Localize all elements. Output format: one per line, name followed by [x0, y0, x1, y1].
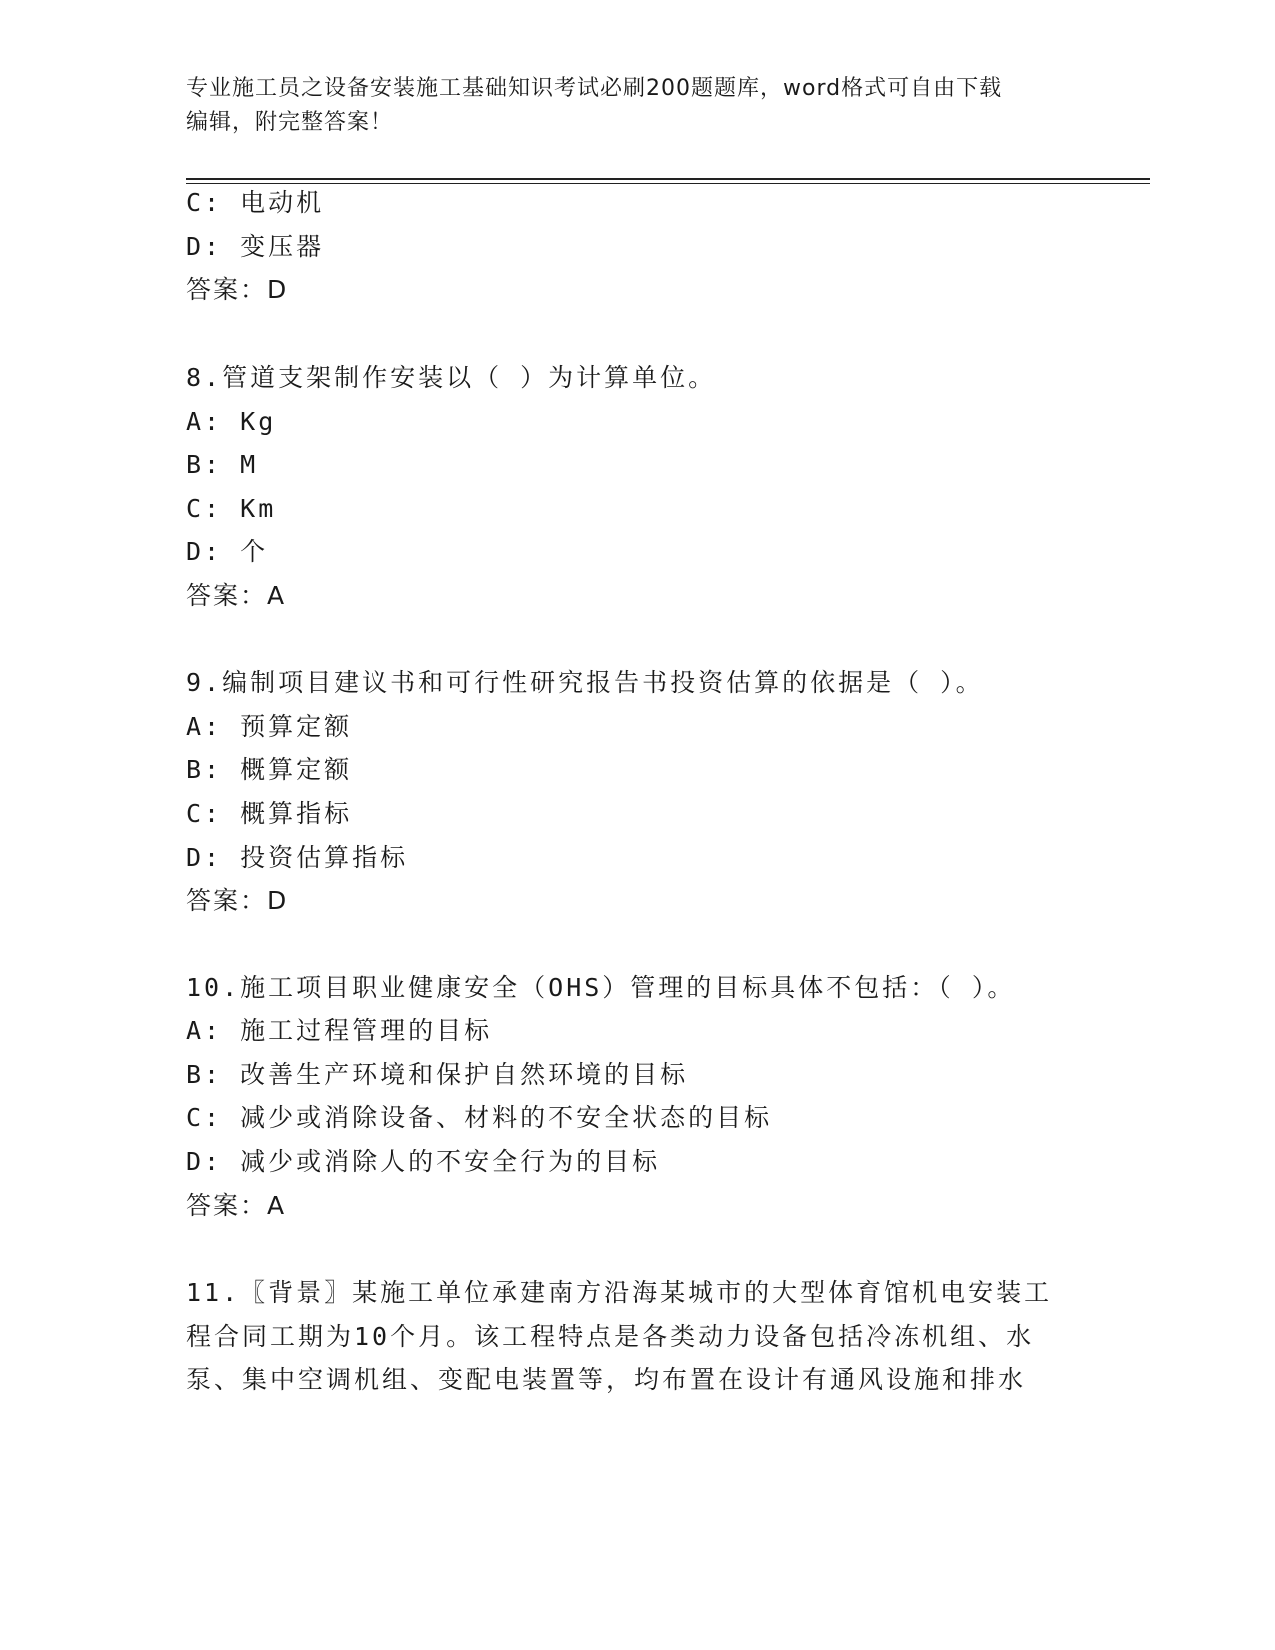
q10-option-c: C: 减少或消除设备、材料的不安全状态的目标 [186, 1103, 773, 1132]
q9-option-b: B: 概算定额 [186, 755, 353, 784]
q9-option-d: D: 投资估算指标 [186, 843, 409, 872]
q8-option-b: B: M [186, 450, 259, 479]
q7-option-d: D: 变压器 [186, 232, 325, 261]
q7-option-c: C: 电动机 [186, 188, 325, 217]
q7-answer: 答案：D [186, 275, 289, 304]
q11-text-line-2: 程合同工期为10个月。该工程特点是各类动力设备包括冷冻机组、水 [186, 1322, 1035, 1351]
q8-option-d: D: 个 [186, 537, 269, 566]
q8-option-c: C: Km [186, 494, 277, 523]
document-header [186, 72, 1086, 140]
header-divider-thin [186, 183, 1150, 184]
header-title-line-2: 编辑，附完整答案！ [186, 110, 394, 135]
q9-option-a: A: 预算定额 [186, 712, 353, 741]
q11-text-line-1: 11.〖背景〗某施工单位承建南方沿海某城市的大型体育馆机电安装工 [186, 1278, 1053, 1307]
header-title-line-1: 专业施工员之设备安装施工基础知识考试必刷200题题库，word格式可自由下载 [186, 76, 1003, 101]
q10-question: 10.施工项目职业健康安全（OHS）管理的目标具体不包括：（ ）。 [186, 973, 1016, 1002]
q9-question: 9.编制项目建议书和可行性研究报告书投资估算的依据是（ ）。 [186, 668, 984, 697]
q11-text-line-3: 泵、集中空调机组、变配电装置等，均布置在设计有通风设施和排水 [186, 1365, 1027, 1394]
q10-option-d: D: 减少或消除人的不安全行为的目标 [186, 1147, 661, 1176]
q10-answer: 答案：A [186, 1191, 287, 1220]
q10-option-b: B: 改善生产环境和保护自然环境的目标 [186, 1060, 689, 1089]
header-divider-thick [186, 178, 1150, 180]
q8-question: 8.管道支架制作安装以（ ）为计算单位。 [186, 363, 717, 392]
q10-option-a: A: 施工过程管理的目标 [186, 1016, 493, 1045]
q9-option-c: C: 概算指标 [186, 799, 353, 828]
q9-answer: 答案：D [186, 886, 289, 915]
q8-answer: 答案：A [186, 581, 287, 610]
q8-option-a: A: Kg [186, 407, 277, 436]
